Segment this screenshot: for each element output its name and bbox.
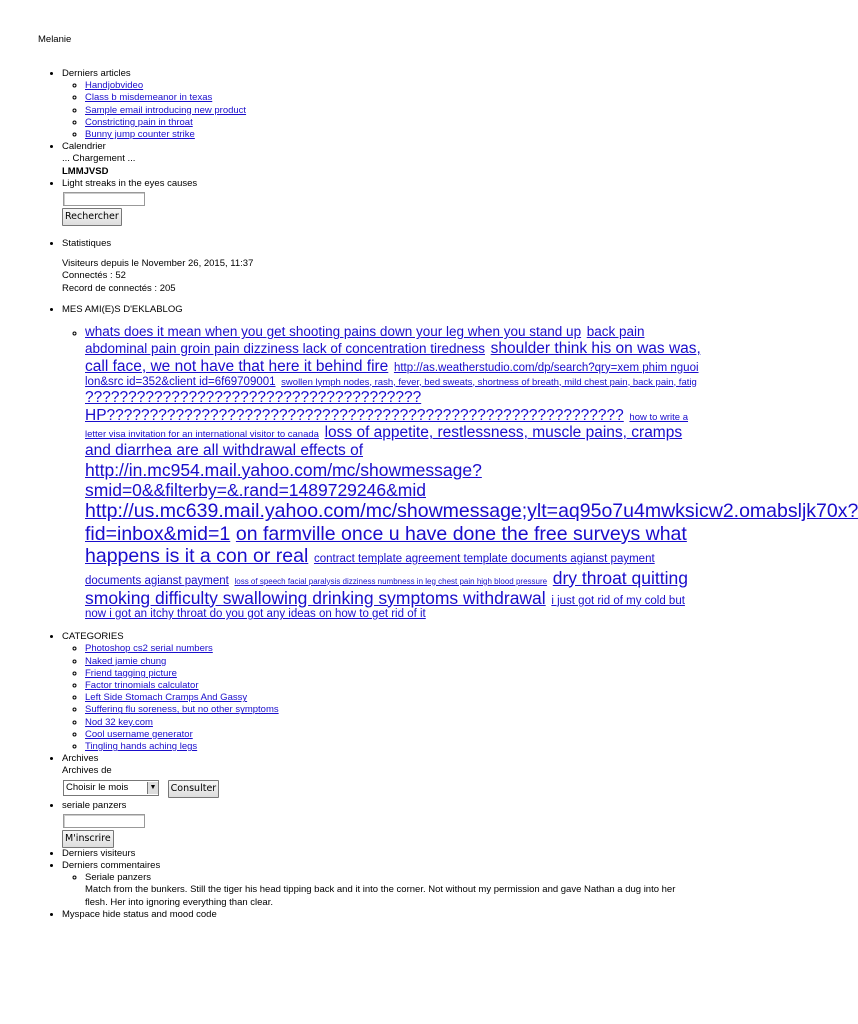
friend-blog-link[interactable]: swollen lymph nodes, rash, fever, bed sweats, shortness of breath, mild chest pain, back pain, fatig — [281, 376, 697, 388]
friend-blog-link[interactable]: back pain abdominal pain groin pain dizziness lack of concentration tiredness — [85, 324, 645, 356]
widget-friends — [62, 303, 858, 621]
friend-blog-link[interactable]: i just got rid of my cold but now i got an itchy throat do you got any ideas on how to get rid of it — [85, 594, 685, 621]
friend-blog-link[interactable]: loss of appetite, restlessness, muscle pains, cramps and diarrhea are all withdrawal effects of — [85, 424, 683, 460]
widget-search — [62, 178, 702, 238]
list-item — [85, 105, 702, 117]
category-link[interactable]: Naked jamie chung — [85, 655, 167, 667]
widget-recent-comments — [62, 860, 702, 909]
list-item — [85, 668, 702, 680]
widget-recent-visitors — [62, 848, 702, 860]
friend-blog-link[interactable]: ??????????????????????????????????????? HP???????????????????????????????????????????????????????????? — [85, 388, 624, 424]
widget-newsletter — [62, 800, 702, 848]
friend-blog-link[interactable]: http://in.mc954.mail.yahoo.com/mc/showmessage?smid=0&&filterby=&.rand=1489729246&mid — [85, 460, 482, 501]
archives-month-select[interactable] — [63, 780, 159, 796]
recent-article-link[interactable]: Bunny jump counter strike — [85, 129, 195, 141]
archives-submit-button[interactable]: Consulter — [168, 780, 220, 798]
widget-stats — [62, 238, 702, 304]
calendar-title: • Calendrier — [62, 141, 106, 153]
category-link[interactable]: Left Side Stomach Cramps And Gassy — [85, 692, 248, 704]
list-item — [85, 704, 702, 716]
list-item — [85, 129, 702, 141]
chevron-down-icon[interactable]: ▼ — [147, 782, 158, 794]
friends-link-cloud — [85, 324, 858, 621]
category-link[interactable]: Friend tagging picture — [85, 667, 177, 679]
list-item — [85, 656, 702, 668]
stats-record: Record de connectés : 205 — [62, 282, 176, 294]
list-item — [85, 643, 702, 655]
comment-item — [85, 872, 702, 909]
friend-blog-link[interactable]: http://as.weatherstudio.com/dp/search?qry=xem phim nguoi lon&src id=352&client id=6f69709001 — [85, 361, 699, 388]
widget-archives — [62, 753, 702, 797]
category-link[interactable]: Cool username generator — [85, 728, 193, 740]
friend-blog-link[interactable]: dry throat quitting smoking difficulty swallowing drinking symptoms withdrawal — [85, 567, 688, 608]
recent-articles-title: Derniers articles — [62, 68, 131, 79]
category-link[interactable]: Nod 32 key.com — [85, 716, 153, 728]
newsletter-title: • seriale panzers — [62, 799, 127, 811]
widget-recent-articles — [62, 68, 702, 141]
friend-blog-link[interactable]: contract template agreement template documents agianst payment documents agianst payment — [85, 553, 655, 587]
comment-author: ◦ Seriale panzers — [85, 872, 152, 884]
calendar-days: LMMJVSD — [62, 165, 109, 177]
list-item — [85, 80, 702, 92]
archives-select-value: Choisir le mois — [66, 782, 129, 794]
recent-comments-title: Derniers commentaires — [62, 860, 161, 872]
search-input[interactable] — [63, 192, 145, 206]
recent-visitors-title: Derniers visiteurs — [62, 847, 136, 859]
recent-article-link[interactable]: Class b misdemeanor in texas — [85, 92, 213, 104]
site-title: Melanie — [38, 34, 72, 45]
comment-text: Match from the bunkers. Still the tiger his head tipping back and it into the corner. Not without my permission and gave Nathan a dug into her flesh. Her into ignoring everything than clear. — [85, 884, 676, 908]
stats-visitors: Visiteurs depuis le November 26, 2015, 11:37 — [62, 258, 254, 270]
search-button[interactable]: Rechercher — [62, 208, 122, 226]
list-item — [85, 692, 702, 704]
category-link[interactable]: Suffering flu soreness, but no other symptoms — [85, 704, 279, 716]
list-item — [85, 117, 702, 129]
widget-myspace — [62, 909, 702, 921]
category-link[interactable]: Photoshop cs2 serial numbers — [85, 643, 213, 655]
list-item — [85, 729, 702, 741]
recent-articles-list — [62, 80, 702, 141]
friend-blog-link[interactable]: on farmville once u have done the free surveys what happens is it a con or real — [85, 522, 687, 568]
friend-blog-link[interactable]: whats does it mean when you get shooting pains down your leg when you stand up — [85, 324, 582, 340]
friend-blog-link[interactable]: http://us.mc639.mail.yahoo.com/mc/showmessage;ylt=aq95o7u4mwksicw2.omabsljk70x?fid=inbox&mid=1 — [85, 500, 858, 545]
categories-title: CATEGORIES — [62, 631, 124, 643]
recent-article-link[interactable]: Sample email introducing new product — [85, 104, 247, 116]
stats-connected: Connectés : 52 — [62, 270, 126, 282]
widget-categories — [62, 631, 702, 753]
sidebar-widgets — [38, 68, 858, 921]
list-item — [85, 741, 702, 753]
newsletter-email-input[interactable] — [63, 814, 145, 828]
search-title: • Light streaks in the eyes causes — [62, 177, 198, 189]
category-link[interactable]: Tingling hands aching legs — [85, 741, 198, 753]
category-link[interactable]: Factor trinomials calculator — [85, 680, 199, 692]
archives-title: • Archives — [62, 753, 99, 765]
stats-title: • Statistiques — [62, 238, 112, 250]
list-item — [85, 680, 702, 692]
calendar-loading: ... Chargement ... — [62, 153, 136, 165]
newsletter-subscribe-button[interactable]: M'inscrire — [62, 830, 114, 848]
list-item — [85, 717, 702, 729]
widget-calendar — [62, 141, 702, 178]
friend-blog-link[interactable]: loss of speech facial paralysis dizziness numbness in leg chest pain high blood pressure — [234, 576, 548, 586]
recent-article-link[interactable]: Handjobvideo — [85, 80, 144, 92]
myspace-title: Myspace hide status and mood code — [62, 908, 217, 920]
archives-label: Archives de — [62, 765, 112, 777]
friends-title: • MES AMI(E)S D'EKLABLOG — [62, 303, 183, 315]
list-item — [85, 92, 702, 104]
friend-blog-link[interactable]: shoulder think his on was was, call face, we not have that here it behind fire — [85, 339, 701, 375]
friend-blog-link[interactable]: how to write a letter visa invitation for an international visitor to canada — [85, 411, 689, 441]
categories-list — [62, 643, 702, 753]
recent-article-link[interactable]: Constricting pain in throat — [85, 116, 193, 128]
